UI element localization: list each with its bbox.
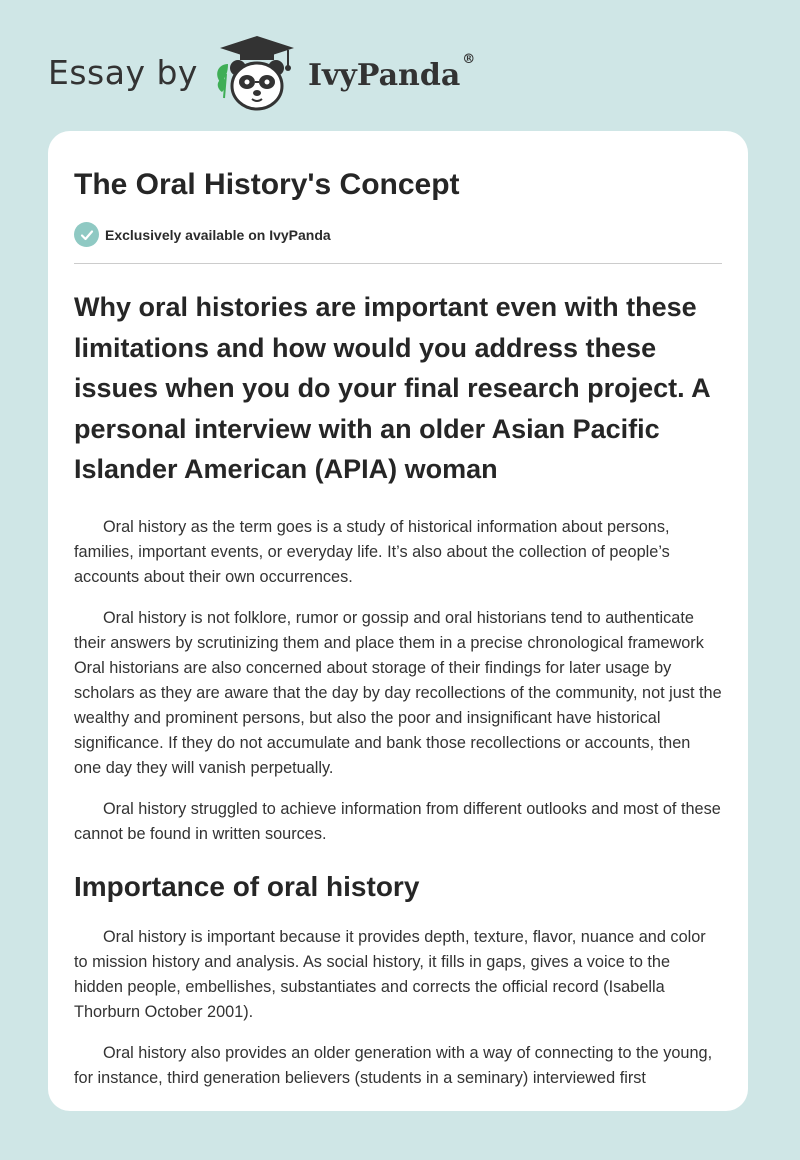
essay-subtitle: Why oral histories are important even with these limitations and how would you address these issues when you do your final research project. A personal interview with an older Asian Pacific Islander American (APIA) woman: [74, 292, 710, 484]
check-icon: [74, 222, 99, 247]
paragraph-3: Oral history struggled to achieve information from different outlooks and most of these cannot be found in written sources.: [74, 799, 721, 843]
section-heading: Importance of oral history: [74, 870, 420, 902]
exclusive-badge: [74, 222, 722, 247]
paragraph-1: Oral history as the term goes is a study of historical information about persons, families, important events, or everyday life. It’s also about the collection of people’s accounts about their own occurrences.: [74, 517, 670, 586]
panda-logo-icon: [212, 34, 302, 114]
brand-prefix: Essay by: [48, 52, 198, 92]
site-brand[interactable]: [48, 34, 475, 114]
brand-name: [307, 51, 476, 93]
section-paragraph-2: Oral history also provides an older generation with a way of connecting to the young, for instance, third generation believers (students in a seminary) interviewed first: [74, 1043, 713, 1087]
brand-name-text: IvyPanda: [307, 57, 461, 93]
essay-card: [48, 131, 748, 1111]
essay-content: [48, 167, 748, 1091]
registered-mark: ®: [462, 51, 476, 67]
exclusive-label: Exclusively available on IvyPanda: [105, 226, 331, 243]
paragraph-2: Oral history is not folklore, rumor or gossip and oral historians tend to authenticate their answers by scrutinizing them and place them in a precise chronological framework Oral historians are also concerned about storage of their findings for later usage by scholars as they are aware that the day by day recollections of the community, not just the wealthy and prominent persons, but also the poor and insignificant have historical significance. If they do not accumulate and bank those recollections or accounts, then one day they will vanish perpetually.: [74, 608, 722, 777]
page-title: The Oral History's Concept: [74, 168, 460, 201]
section-paragraph-1: Oral history is important because it provides depth, texture, flavor, nuance and color to mission history and analysis. As social history, it fills in gaps, gives a voice to the hidden people, embellishes, substantiates and corrects the official record (Isabella Thorburn October 2001).: [74, 927, 706, 1021]
divider: [74, 263, 722, 264]
